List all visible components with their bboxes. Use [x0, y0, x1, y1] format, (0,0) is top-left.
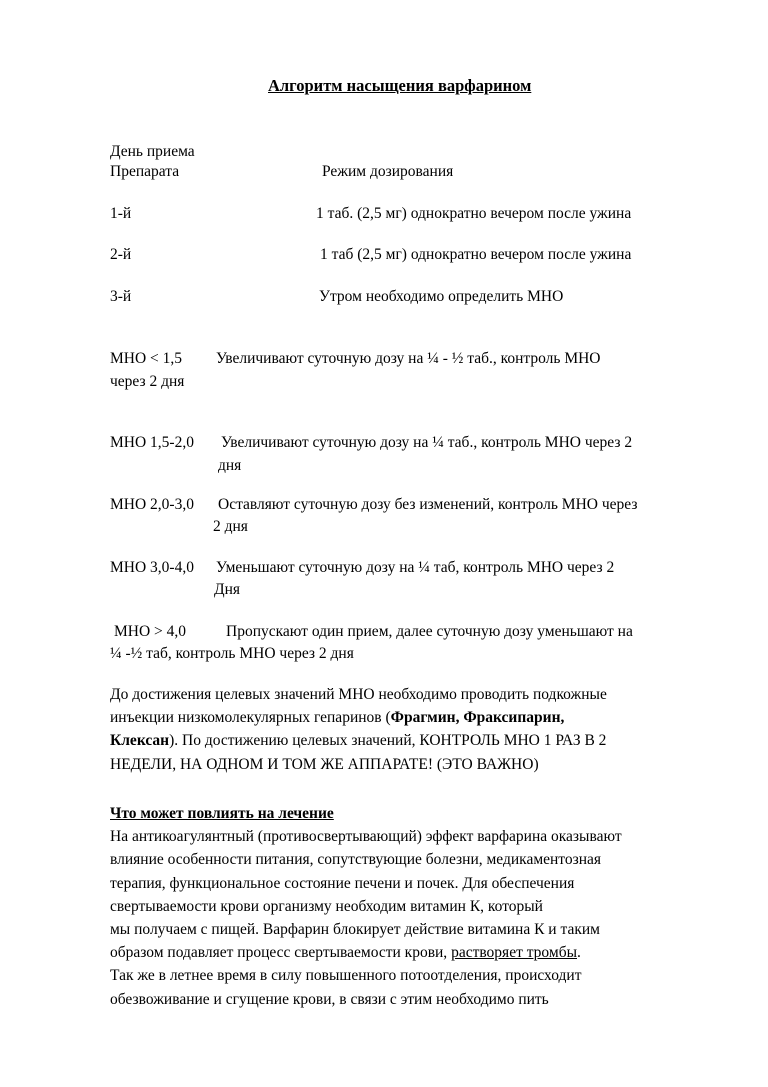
section-line-3: терапия, функциональное состояние печени и почек. Для обеспечения	[110, 874, 575, 892]
section-line-7: Так же в летнее время в силу повышенного потоотделения, происходит	[110, 967, 582, 985]
row-mode-1: 1 таб. (2,5 мг) однократно вечером после ужина	[316, 205, 632, 222]
row-mode-3: Утром необходимо определить МНО	[319, 288, 564, 305]
mno-text-1b: через 2 дня	[110, 373, 185, 390]
header-day-line2: Препарата	[110, 163, 180, 180]
section-line-1: На антикоагулянтный (противосвертывающий) эффект варфарина оказывают	[110, 828, 622, 846]
row-day-3: 3-й	[110, 288, 132, 305]
mno-text-5a: Пропускают один прием, далее суточную дозу уменьшают на	[226, 623, 633, 640]
note-clexane-bold: Клексан	[110, 732, 170, 750]
mno-label-4: МНО 3,0-4,0	[110, 559, 194, 576]
row-day-2: 2-й	[110, 246, 132, 263]
section-underlined-phrase: растворяет тромбы	[451, 944, 577, 962]
mno-label-2: МНО 1,5-2,0	[110, 434, 194, 451]
mno-label-5: МНО > 4,0	[114, 623, 187, 640]
header-mode: Режим дозирования	[322, 163, 454, 180]
note-line-2	[110, 706, 720, 729]
section-line-6-end: .	[577, 944, 581, 962]
mno-text-1a: Увеличивают суточную дозу на ¼ - ½ таб., контроль МНО	[216, 350, 601, 367]
section-paragraph	[110, 802, 720, 1011]
note-line-4: НЕДЕЛИ, НА ОДНОМ И ТОМ ЖЕ АППАРАТЕ! (ЭТО ВАЖНО)	[110, 755, 539, 773]
section-line-6	[110, 941, 720, 964]
section-line-4: свертываемости крови организму необходим витамин К, который	[110, 897, 543, 915]
header-day-line1: День приема	[110, 143, 195, 160]
note-drugs-bold: Фрагмин, Фраксипарин,	[390, 709, 565, 727]
section-line-2: влияние особенности питания, сопутствующие болезни, медикаментозная	[110, 851, 602, 869]
mno-text-4a: Уменьшают суточную дозу на ¼ таб, контроль МНО через 2	[216, 559, 615, 576]
row-day-1: 1-й	[110, 205, 132, 222]
mno-text-5b: ¼ -½ таб, контроль МНО через 2 дня	[110, 645, 354, 662]
section-line-5: мы получаем с пищей. Варфарин блокирует действие витамина К и таким	[110, 921, 600, 939]
mno-text-3b: 2 дня	[213, 518, 248, 535]
note-line-1: До достижения целевых значений МНО необходимо проводить подкожные	[110, 686, 607, 703]
row-mode-2: 1 таб (2,5 мг) однократно вечером после ужина	[320, 246, 632, 263]
section-line-8: обезвоживание и сгущение крови, в связи с этим необходимо пить	[110, 990, 549, 1008]
note-line-3	[110, 729, 720, 752]
mno-label-1: МНО < 1,5	[110, 350, 183, 367]
section-heading: Что может повлиять на лечение	[110, 805, 334, 822]
note-line-2-start: инъекции низкомолекулярных гепаринов (	[110, 709, 391, 727]
note-line-3-end: ). По достижению целевых значений, КОНТРОЛЬ МНО 1 РАЗ В 2	[169, 732, 607, 750]
mno-text-4b: Дня	[214, 581, 240, 598]
mno-text-3a: Оставляют суточную дозу без изменений, контроль МНО через	[218, 496, 638, 513]
mno-text-2a: Увеличивают суточную дозу на ¼ таб., контроль МНО через 2	[221, 434, 633, 451]
mno-text-2b: дня	[218, 457, 242, 474]
mno-label-3: МНО 2,0-3,0	[110, 496, 194, 513]
page-title: Алгоритм насыщения варфарином	[268, 76, 532, 95]
note-paragraph	[110, 683, 720, 776]
section-line-6-start: образом подавляет процесс свертываемости крови,	[110, 944, 452, 962]
